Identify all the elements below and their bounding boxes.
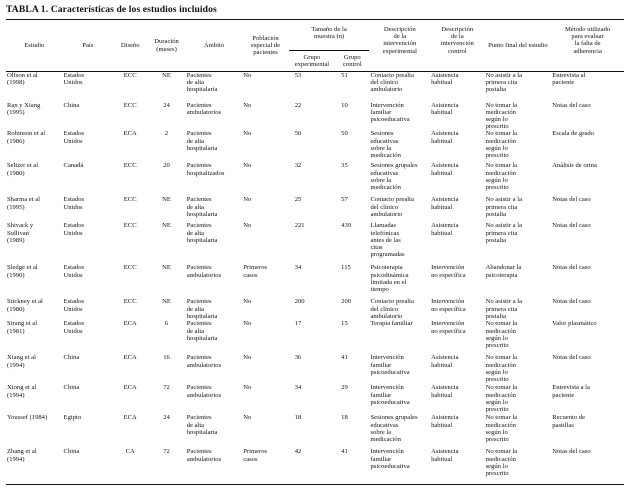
cell-desc-ctrl: Asistencia habitual	[431, 162, 459, 177]
cell-desc-ctrl: Asistencia habitual	[431, 354, 459, 369]
cell-estudio: Sharma et al (1995)	[7, 196, 40, 211]
cell-ctrl: 18	[341, 414, 348, 422]
cell-duracion: NE	[162, 264, 171, 272]
cell-desc-ctrl: Intervención no específica	[431, 320, 466, 335]
cell-desc-exp: Contacto prealta del clínico ambulatorio	[370, 298, 414, 320]
cell-diseno: ECC	[123, 101, 137, 109]
cell-pais: China	[63, 101, 80, 109]
cell-poblacion: No	[243, 72, 252, 79]
cell-estudio: Sledge et al (1990)	[7, 264, 38, 279]
cell-metodo: Escala de grado	[552, 130, 594, 138]
cell-ctrl: 200	[341, 298, 352, 306]
cell-pais: Estados Unidos	[63, 130, 85, 145]
cell-pais: China	[63, 384, 80, 392]
table-row	[6, 384, 624, 414]
cell-ambito: Pacientes ambulatorios	[186, 354, 222, 369]
cell-diseno: ECA	[123, 320, 137, 328]
cell-estudio: Olfson et al (1998)	[7, 72, 38, 87]
cell-ambito: Pacientes ambulatorios	[186, 264, 222, 279]
cell-diseno: ECC	[123, 196, 137, 204]
cell-diseno: ECC	[123, 162, 137, 170]
table-row	[6, 130, 624, 162]
cell-pais: Estados Unidos	[63, 72, 85, 87]
table-row	[6, 264, 624, 298]
cell-ambito: Pacientes de alta hospitalaria	[186, 298, 218, 320]
col-diseno: Diseño	[113, 20, 147, 72]
cell-diseno: ECC	[123, 298, 137, 306]
cell-exp: 17	[294, 320, 302, 328]
cell-duracion: 72	[163, 384, 170, 392]
cell-ambito: Pacientes de alta hospitalaria	[186, 72, 218, 94]
cell-exp: 25	[294, 196, 302, 204]
cell-desc-exp: Contacto prealta del clínico ambulatorio	[370, 196, 414, 218]
cell-poblacion: No	[243, 354, 252, 362]
cell-desc-exp: Sesiones grupales educativas sobre la medicación	[370, 414, 418, 443]
table-row	[6, 448, 624, 484]
cell-desc-ctrl: Asistencia habitual	[431, 130, 459, 145]
cell-desc-ctrl: Asistencia habitual	[430, 448, 485, 484]
cell-desc-exp: Terapia familiar	[370, 320, 413, 328]
cell-desc-exp: Intervención familiar psicoeducativa	[370, 354, 410, 376]
cell-desc-ctrl: Intervención no específica	[431, 264, 466, 279]
cell-ctrl: 29	[341, 384, 348, 392]
cell-duracion: 24	[163, 101, 170, 109]
table-title: TABLA 1. Características de los estudios incluidos	[6, 4, 217, 15]
cell-desc-exp: Contacto prealta del clínico ambulatorio	[370, 72, 414, 94]
cell-duracion: 6	[164, 320, 169, 328]
cell-desc-exp: Intervención familiar psicoeducativa	[369, 448, 430, 484]
cell-punto: No asistir a la primera cita postalta	[485, 196, 523, 218]
table-row	[6, 102, 624, 131]
cell-ctrl: 35	[341, 162, 348, 170]
cell-estudio: Youssef (1984)	[7, 414, 48, 422]
cell-pais: Estados Unidos	[63, 196, 85, 211]
cell-ctrl: 439	[341, 222, 352, 230]
cell-poblacion: No	[243, 130, 252, 138]
col-desc-exp: Descripción de la intervención experimental	[369, 20, 430, 72]
cell-estudio: Strang et al (1981)	[7, 320, 38, 335]
cell-estudio: Robinson et al (1986)	[7, 130, 46, 145]
cell-estudio: Seltzer et al (1980)	[7, 162, 39, 177]
cell-diseno: ECC	[123, 72, 137, 79]
table-row	[6, 72, 624, 102]
cell-diseno: ECA	[123, 414, 137, 422]
cell-exp: 22	[294, 101, 302, 109]
table-body	[6, 72, 624, 485]
col-metodo: Método utilizado para evaluar la falta de adherencia	[551, 20, 624, 72]
cell-duracion: NE	[162, 222, 171, 230]
cell-punto: Abandonar la psicoterapia	[485, 264, 522, 279]
cell-ctrl: 15	[341, 320, 348, 328]
cell-exp: 53	[294, 72, 302, 79]
cell-poblacion: No	[243, 222, 252, 230]
cell-punto: No tomar la medicación según lo prescrito	[485, 101, 518, 131]
cell-ctrl: 41	[341, 354, 348, 362]
cell-ambito: Pacientes hospitalizados	[186, 162, 225, 177]
cell-ambito: Pacientes de alta hospitalaria	[186, 196, 218, 218]
cell-ctrl: 51	[341, 72, 348, 79]
table-row	[6, 414, 624, 448]
cell-metodo: Notas del caso	[552, 222, 591, 230]
cell-exp: 18	[294, 414, 302, 422]
cell-metodo: Valor plasmático	[552, 320, 597, 328]
cell-metodo: Notas del caso	[552, 298, 591, 306]
cell-ambito: Pacientes ambulatorios	[186, 101, 222, 116]
cell-desc-ctrl: Asistencia habitual	[431, 196, 459, 211]
col-poblacion: Población especial de pacientes	[242, 20, 288, 72]
cell-punto: No asistir a la primera cita postalta	[485, 222, 523, 244]
cell-metodo: Entrevista a la paciente	[552, 384, 590, 399]
studies-table	[6, 19, 624, 485]
cell-ambito: Pacientes de alta hospitalaria	[186, 414, 218, 436]
cell-punto: No tomar la medicación según lo prescrito	[485, 130, 518, 159]
cell-exp: 221	[294, 222, 305, 230]
cell-duracion: 24	[163, 414, 170, 422]
cell-metodo: Notas del caso	[552, 101, 591, 109]
cell-pais: China	[63, 448, 113, 484]
cell-desc-exp: Sesiones educativas sobre la medicación	[370, 130, 401, 159]
cell-diseno: ECC	[123, 264, 137, 272]
cell-desc-exp: Sesiones grupales educativas sobre la medicación	[370, 162, 418, 191]
table-row	[6, 320, 624, 354]
cell-punto: No tomar la medicación según lo prescrito	[485, 162, 518, 191]
col-grupo-control: Grupo control	[335, 51, 369, 72]
cell-ambito: Pacientes de alta hospitalaria	[186, 320, 218, 342]
cell-duracion: 2	[164, 130, 169, 138]
cell-ctrl: 57	[341, 196, 348, 204]
table-header	[6, 20, 624, 72]
cell-poblacion: No	[243, 298, 252, 306]
cell-estudio: Xiong et al (1994)	[7, 384, 37, 399]
table-row	[6, 222, 624, 264]
cell-diseno: CA	[113, 448, 147, 484]
cell-desc-ctrl: Asistencia habitual	[431, 222, 459, 237]
cell-pais: Estados Unidos	[63, 264, 85, 279]
cell-metodo: Notas del caso	[551, 448, 624, 484]
cell-exp: 50	[294, 130, 302, 138]
cell-metodo: Notas del caso	[552, 354, 591, 362]
col-tamano: Tamaño de la muestra (n)	[289, 20, 370, 51]
cell-diseno: ECA	[123, 354, 137, 362]
cell-metodo: Notas del caso	[552, 196, 591, 204]
cell-ambito: Pacientes de alta hospitalaria	[186, 130, 218, 152]
cell-metodo: Recuento de pastillas	[552, 414, 585, 429]
col-grupo-experimental: Grupo experimental	[289, 51, 335, 72]
cell-exp: 200	[294, 298, 305, 306]
cell-ctrl: 50	[341, 130, 348, 138]
col-ambito: Ámbito	[186, 20, 243, 72]
cell-desc-ctrl: Asistencia habitual	[431, 72, 459, 87]
cell-exp: 42	[289, 448, 335, 484]
cell-desc-exp: Llamadas telefónicas antes de las citas programadas	[370, 222, 405, 259]
cell-pais: Egipto	[63, 414, 82, 422]
cell-metodo: Notas del caso	[552, 264, 591, 272]
cell-ambito: Pacientes ambulatorios	[186, 384, 222, 399]
cell-poblacion: No	[243, 414, 252, 422]
cell-duracion: 16	[163, 354, 170, 362]
table-row	[6, 298, 624, 320]
cell-desc-exp: Intervención familiar psicoeducativa	[370, 101, 410, 123]
cell-exp: 36	[294, 354, 302, 362]
cell-estudio: Stickney et al (1980)	[7, 298, 43, 313]
cell-desc-ctrl: Asistencia habitual	[431, 414, 459, 429]
cell-estudio: Ran y Xiang (1995)	[7, 101, 41, 116]
cell-punto: No asistir a la primera cita postalta	[485, 72, 523, 94]
cell-pais: Canadá	[63, 162, 84, 170]
cell-exp: 34	[294, 264, 302, 272]
cell-poblacion: No	[243, 384, 252, 392]
cell-ambito: Pacientes ambulatorios	[186, 448, 243, 484]
cell-desc-ctrl: Asistencia habitual	[431, 101, 459, 116]
cell-ctrl: 41	[335, 448, 369, 484]
cell-duracion: 20	[163, 162, 170, 170]
cell-poblacion: No	[243, 320, 252, 328]
cell-punto: No tomar la medicación según lo prescrito	[485, 414, 518, 443]
cell-poblacion: Primeros casos	[242, 448, 288, 484]
cell-exp: 32	[294, 162, 302, 170]
cell-punto: No tomar la medicación según lo prescrito	[485, 448, 552, 484]
cell-duracion: NE	[162, 298, 171, 306]
cell-metodo: Entrevista al paciente	[552, 72, 586, 87]
cell-diseno: ECC	[123, 222, 137, 230]
cell-desc-exp: Psicoterapia psicodinámica limitada en el tiempo	[370, 264, 409, 293]
cell-pais: Estados Unidos	[63, 298, 85, 313]
col-desc-ctrl: Descripción de la intervención control	[430, 20, 485, 72]
col-pais: País	[63, 20, 113, 72]
cell-poblacion: No	[243, 101, 252, 109]
cell-punto: No tomar la medicación según lo prescrito	[485, 320, 518, 349]
cell-poblacion: No	[243, 196, 252, 204]
cell-poblacion: Primeros casos	[243, 264, 268, 279]
cell-diseno: ECA	[123, 130, 137, 138]
cell-duracion: NE	[162, 196, 171, 204]
cell-punto: No tomar la medicación según lo prescrito	[485, 384, 518, 413]
table-row	[6, 196, 624, 222]
col-duracion: Duración (meses)	[147, 20, 185, 72]
cell-punto: No tomar la medicación según lo prescrito	[485, 354, 518, 383]
cell-ctrl: 10	[341, 101, 348, 109]
cell-ctrl: 115	[341, 264, 351, 272]
cell-duracion: 72	[147, 448, 185, 484]
cell-ambito: Pacientes de alta hospitalaria	[186, 222, 218, 244]
cell-desc-ctrl: Asistencia habitual	[431, 384, 459, 399]
cell-diseno: ECA	[123, 384, 137, 392]
cell-exp: 34	[294, 384, 302, 392]
table-row	[6, 162, 624, 196]
cell-punto: No asistir a la primera cita postalta	[485, 298, 523, 320]
col-punto-final: Punto final del estudio	[485, 20, 552, 72]
cell-desc-ctrl: Intervención no específica	[431, 298, 466, 313]
cell-pais: China	[63, 354, 80, 362]
cell-estudio: Zhang et al (1994)	[6, 448, 63, 484]
cell-pais: Estados Unidos	[63, 222, 85, 237]
cell-desc-exp: Intervención familiar psicoeducativa	[370, 384, 410, 406]
cell-estudio: Xiang et al (1994)	[7, 354, 36, 369]
cell-duracion: NE	[162, 72, 171, 79]
cell-estudio: Shivack y Sullivan (1989)	[7, 222, 34, 244]
col-estudio: Estudio	[6, 20, 63, 72]
cell-pais: Estados Unidos	[63, 320, 85, 335]
cell-metodo: Análisis de orina	[552, 162, 597, 170]
cell-poblacion: No	[243, 162, 252, 170]
table-row	[6, 354, 624, 384]
